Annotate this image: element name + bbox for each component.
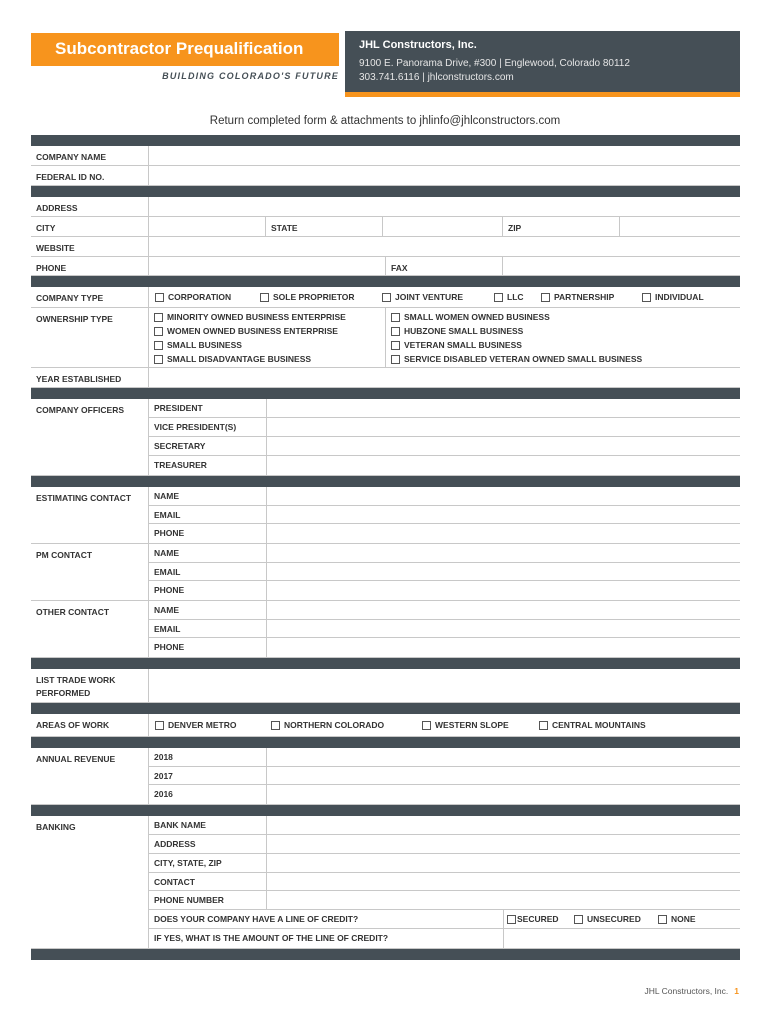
section-divider [31,737,740,748]
contact-row [149,601,740,620]
checkbox-icon [574,915,583,924]
contact-field[interactable] [267,544,740,562]
credit-option[interactable] [658,914,696,924]
revenue-year: 2017 [149,767,267,785]
company-address: 9100 E. Panorama Drive, #300 | Englewood, Colorado 80112 [359,58,630,69]
section-divider [31,388,740,399]
contact-field-label: PHONE [149,581,267,600]
city-row [31,217,740,237]
contact-field-label: NAME [149,601,267,619]
company-officers-label: COMPANY OFFICERS [31,399,149,475]
company-officers-block [31,399,740,476]
officer-label: PRESIDENT [149,399,267,417]
page-footer [644,986,739,996]
state-label: STATE [266,217,383,236]
company-name-row [31,146,740,166]
checkbox-icon [541,293,550,302]
credit-amount-field[interactable] [504,929,740,948]
contact-field[interactable] [267,487,740,505]
banking-field[interactable] [267,873,740,891]
areas-of-work-row [31,714,740,737]
company-type-row [31,287,740,308]
option-label: PARTNERSHIP [554,292,615,302]
contact-field-label: PHONE [149,524,267,543]
contact-row [149,581,740,600]
pm-contact-label: PM CONTACT [31,544,149,600]
option-label: DENVER METRO [168,720,237,730]
annual-revenue-block [31,748,740,805]
ownership-option[interactable] [154,310,385,324]
checkbox-icon [539,721,548,730]
section-divider [31,276,740,287]
revenue-year: 2016 [149,785,267,804]
officer-field[interactable] [267,437,740,455]
checkbox-icon [391,355,400,364]
officer-row [149,456,740,475]
option-label: SMALL BUSINESS [167,339,242,350]
phone-label: PHONE [31,257,149,276]
pm-contact-grid [149,544,740,600]
banking-field-label: CONTACT [149,873,267,891]
revenue-grid [149,748,740,804]
option-label: WOMEN OWNED BUSINESS ENTERPRISE [167,325,338,336]
option-label: SOLE PROPRIETOR [273,292,355,302]
option-label: NONE [671,914,696,925]
contact-field-label: EMAIL [149,620,267,638]
company-type-label: COMPANY TYPE [31,287,149,307]
checkbox-icon [155,721,164,730]
ownership-left-options [149,308,386,367]
checkbox-icon [382,293,391,302]
website-label: WEBSITE [31,237,149,256]
credit-option[interactable] [507,914,559,924]
option-label: NORTHERN COLORADO [284,720,385,730]
checkbox-icon [154,341,163,350]
option-label: WESTERN SLOPE [435,720,509,730]
company-info-box [345,31,740,92]
option-label: MINORITY OWNED BUSINESS ENTERPRISE [167,311,346,322]
section-divider [31,949,740,960]
other-contact-grid [149,601,740,657]
contact-row [149,638,740,657]
address-row [31,197,740,217]
contact-row [149,487,740,506]
year-established-row [31,368,740,388]
other-contact-label: OTHER CONTACT [31,601,149,657]
option-label: SERVICE DISABLED VETERAN OWNED SMALL BUSINESS [404,353,643,364]
banking-field[interactable] [267,891,740,909]
address-label: ADDRESS [31,197,149,216]
option-label: CENTRAL MOUNTAINS [552,720,646,730]
company-type-option[interactable] [494,291,524,304]
checkbox-icon [154,327,163,336]
contact-row [149,506,740,525]
contact-field[interactable] [267,601,740,619]
banking-row [149,873,740,892]
section-divider [31,805,740,816]
company-type-option[interactable] [155,291,231,304]
zip-label: ZIP [503,217,620,236]
credit-row [149,910,740,929]
phone-row [31,257,740,277]
banking-field[interactable] [267,854,740,872]
company-type-option[interactable] [260,291,355,304]
checkbox-icon [507,915,516,924]
checkbox-icon [154,355,163,364]
other-contact-block [31,601,740,658]
credit-amount-question: IF YES, WHAT IS THE AMOUNT OF THE LINE OF CREDIT? [149,929,504,948]
checkbox-icon [422,721,431,730]
state-field[interactable] [383,217,503,236]
checkbox-icon [260,293,269,302]
contact-field[interactable] [267,506,740,524]
checkbox-icon [154,313,163,322]
fax-field[interactable] [503,257,740,276]
pm-contact-block [31,544,740,601]
zip-field[interactable] [620,217,740,236]
banking-field-label: ADDRESS [149,835,267,853]
checkbox-icon [155,293,164,302]
contact-row [149,563,740,582]
banking-field-label: PHONE NUMBER [149,891,267,909]
option-label: LLC [507,292,524,302]
ownership-option[interactable] [154,324,385,338]
revenue-field[interactable] [267,785,740,804]
checkbox-icon [494,293,503,302]
estimating-contact-label: ESTIMATING CONTACT [31,487,149,543]
area-option[interactable] [422,719,509,732]
phone-field[interactable] [149,257,386,276]
tagline: BUILDING COLORADO'S FUTURE [162,71,339,81]
contact-field-label: NAME [149,487,267,505]
company-contact: 303.741.6116 | jhlconstructors.com [359,72,514,83]
officers-grid [149,399,740,475]
prequalification-form [31,135,740,960]
checkbox-icon [271,721,280,730]
ownership-type-row [31,308,740,368]
federal-id-row [31,166,740,186]
contact-field-label: NAME [149,544,267,562]
banking-row [149,854,740,873]
banking-field[interactable] [267,835,740,853]
officer-row [149,399,740,418]
section-divider [31,135,740,146]
company-type-options [149,287,740,307]
company-name: JHL Constructors, Inc. [359,39,477,51]
contact-field[interactable] [267,524,740,543]
area-option[interactable] [271,719,384,732]
city-field[interactable] [149,217,266,236]
areas-of-work-label: AREAS OF WORK [31,714,149,736]
option-label: HUBZONE SMALL BUSINESS [404,325,524,336]
ownership-option[interactable] [391,352,740,366]
checkbox-icon [391,341,400,350]
checkbox-icon [658,915,667,924]
revenue-field[interactable] [267,767,740,785]
officer-label: TREASURER [149,456,267,475]
option-label: SMALL DISADVANTAGE BUSINESS [167,353,312,364]
revenue-row [149,785,740,804]
banking-field-label: BANK NAME [149,816,267,834]
officer-field[interactable] [267,418,740,436]
banking-block [31,816,740,949]
contact-field-label: EMAIL [149,506,267,524]
banking-row [149,891,740,910]
ownership-option[interactable] [391,310,740,324]
officer-label: SECRETARY [149,437,267,455]
officer-row [149,437,740,456]
year-established-label: YEAR ESTABLISHED [31,368,149,387]
revenue-year: 2018 [149,748,267,766]
contact-field[interactable] [267,563,740,581]
section-divider [31,476,740,487]
year-established-field[interactable] [149,368,740,387]
checkbox-icon [391,313,400,322]
company-name-label: COMPANY NAME [31,146,149,165]
option-label: INDIVIDUAL [655,292,704,302]
website-field[interactable] [149,237,740,256]
fax-label: FAX [386,257,503,276]
trade-work-label: LIST TRADE WORK PERFORMED [31,669,149,702]
checkbox-icon [642,293,651,302]
credit-amount-row [149,929,740,948]
company-name-field[interactable] [149,146,740,165]
contact-field[interactable] [267,638,740,657]
trade-work-field[interactable] [149,669,740,702]
officer-field[interactable] [267,456,740,475]
contact-row [149,524,740,543]
estimating-contact-grid [149,487,740,543]
area-option[interactable] [539,719,646,732]
option-label: VETERAN SMALL BUSINESS [404,339,522,350]
address-field[interactable] [149,197,740,216]
ownership-right-options [386,308,740,367]
section-divider [31,703,740,714]
area-option[interactable] [155,719,236,732]
banking-row [149,835,740,854]
option-label: SECURED [517,914,559,925]
banking-label: BANKING [31,816,149,948]
contact-field[interactable] [267,620,740,638]
company-type-option[interactable] [382,291,463,304]
city-label: CITY [31,217,149,236]
banking-grid [149,816,740,948]
trade-work-row [31,669,740,703]
section-divider [31,186,740,197]
ownership-type-label: OWNERSHIP TYPE [31,308,149,367]
areas-options [149,714,740,736]
option-label: UNSECURED [587,914,641,925]
company-type-option[interactable] [541,291,614,304]
revenue-row [149,767,740,786]
ownership-option[interactable] [391,324,740,338]
credit-option[interactable] [574,914,641,924]
contact-row [149,544,740,563]
revenue-field[interactable] [267,748,740,766]
officer-row [149,418,740,437]
credit-options [504,910,740,928]
website-row [31,237,740,257]
ownership-option[interactable] [154,352,385,366]
contact-field-label: EMAIL [149,563,267,581]
estimating-contact-block [31,487,740,544]
federal-id-field[interactable] [149,166,740,185]
option-label: SMALL WOMEN OWNED BUSINESS [404,311,550,322]
company-type-option[interactable] [642,291,704,304]
officer-label: VICE PRESIDENT(S) [149,418,267,436]
revenue-row [149,748,740,767]
banking-field-label: CITY, STATE, ZIP [149,854,267,872]
annual-revenue-label: ANNUAL REVENUE [31,748,149,804]
checkbox-icon [391,327,400,336]
accent-rule [345,92,740,97]
contact-field[interactable] [267,581,740,600]
banking-row [149,816,740,835]
section-divider [31,658,740,669]
return-instructions: Return completed form & attachments to jhlinfo@jhlconstructors.com [209,115,561,127]
footer-company: JHL Constructors, Inc. [644,986,729,996]
contact-field-label: PHONE [149,638,267,657]
contact-row [149,620,740,639]
banking-field[interactable] [267,816,740,834]
form-title: Subcontractor Prequalification [31,33,339,66]
ownership-option[interactable] [154,338,385,352]
page-number: 1 [734,986,739,996]
federal-id-label: FEDERAL ID NO. [31,166,149,185]
officer-field[interactable] [267,399,740,417]
option-label: CORPORATION [168,292,232,302]
credit-question: DOES YOUR COMPANY HAVE A LINE OF CREDIT? [149,910,504,928]
option-label: JOINT VENTURE [395,292,464,302]
ownership-option[interactable] [391,338,740,352]
